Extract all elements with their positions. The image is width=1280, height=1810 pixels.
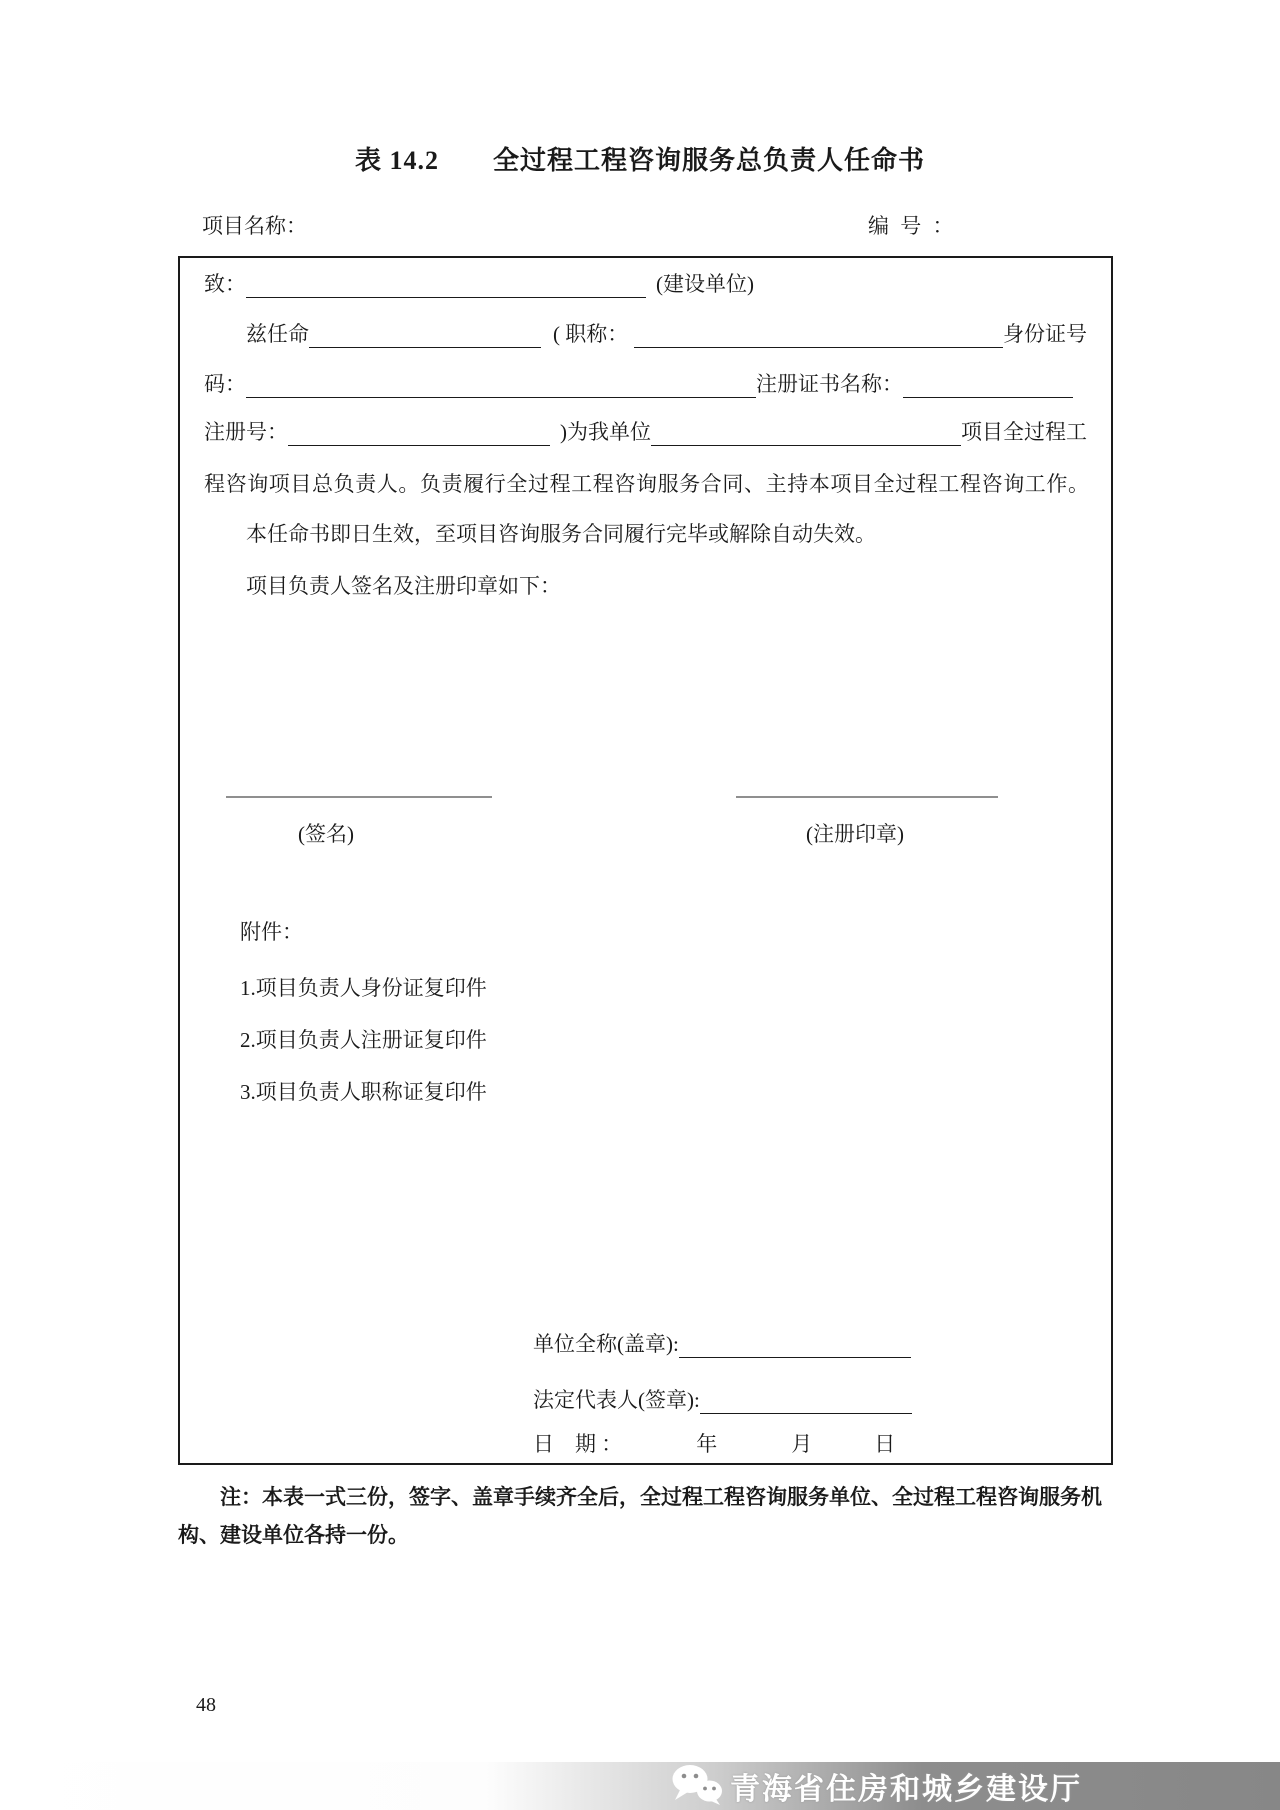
blank-underline: [700, 1387, 912, 1414]
seal-line: [736, 796, 998, 798]
date-row: [533, 1428, 895, 1458]
line-appoint: [204, 320, 1087, 348]
paragraph-effective-text: 本任命书即日生效，至项目咨询服务合同履行完毕或解除自动失效。: [246, 522, 876, 546]
attachments-title: 附件：: [240, 920, 303, 944]
id-code-label: 码：: [204, 372, 246, 396]
signature-label: (签名): [298, 822, 354, 846]
footer-bar: [0, 1762, 1280, 1810]
project-whole-process-label: 项目全过程工: [961, 420, 1087, 444]
cert-name-label: 注册证书名称：: [756, 372, 903, 396]
blank-underline: [246, 271, 646, 298]
number-label: 编 号 ：: [868, 214, 957, 238]
blank-underline: [634, 321, 1003, 348]
paragraph-wrap: [204, 470, 1090, 498]
day-label: 日: [874, 1432, 896, 1456]
id-number-label: 身份证号: [1003, 322, 1087, 346]
legal-rep-row: [533, 1384, 912, 1414]
page-title: 表 14.2 全过程工程咨询服务总负责人任命书: [354, 146, 925, 175]
to-label: 致：: [204, 272, 246, 296]
paragraph-sign-intro: [204, 572, 1087, 600]
paragraph-sign-intro-text: 项目负责人签名及注册印章如下：: [246, 574, 561, 598]
paragraph-wrap-text: 程咨询项目总负责人。负责履行全过程工程咨询服务合同、主持本项目全过程工程咨询工作。: [204, 472, 1090, 496]
blank-underline: [288, 419, 550, 446]
year-label: 年: [696, 1432, 718, 1456]
date-label: 日 期 ：: [533, 1432, 623, 1456]
line-id-code: [204, 370, 1073, 398]
legal-rep-label: 法定代表人(签章):: [533, 1388, 700, 1412]
reg-number-label: 注册号：: [204, 420, 288, 444]
blank-underline: [246, 371, 756, 398]
blank-underline: [651, 419, 961, 446]
attachment-item-1: 1.项目负责人身份证复印件: [240, 976, 487, 1000]
signature-line: [226, 796, 492, 798]
blank-underline: [903, 371, 1073, 398]
unit-name-label: 单位全称(盖章):: [533, 1332, 679, 1356]
seal-label: (注册印章): [806, 822, 904, 846]
project-name-label: 项目名称：: [202, 214, 307, 238]
our-unit-label: )为我单位: [560, 420, 651, 444]
wechat-icon: [670, 1763, 724, 1810]
org-name: 青海省住房和城乡建设厅: [730, 1773, 1082, 1806]
month-label: 月: [791, 1432, 813, 1456]
job-title-label: ( 职称：: [553, 322, 629, 346]
note-text: 注：本表一式三份，签字、盖章手续齐全后，全过程工程咨询服务单位、全过程工程咨询服务机构、建设单位各持一份。: [178, 1485, 1102, 1547]
form-box: [178, 256, 1113, 1465]
paragraph-effective: [204, 520, 1087, 548]
line-reg-number: [204, 418, 1087, 446]
construction-unit-label: (建设单位): [656, 272, 754, 296]
blank-underline: [309, 321, 541, 348]
blank-underline: [679, 1331, 911, 1358]
attachment-item-3: 3.项目负责人职称证复印件: [240, 1080, 487, 1104]
line-to: [204, 270, 1087, 298]
appoint-label: 兹任命: [246, 322, 309, 346]
unit-name-row: [533, 1328, 911, 1358]
attachment-item-2: 2.项目负责人注册证复印件: [240, 1028, 487, 1052]
page-number: 48: [196, 1694, 216, 1716]
